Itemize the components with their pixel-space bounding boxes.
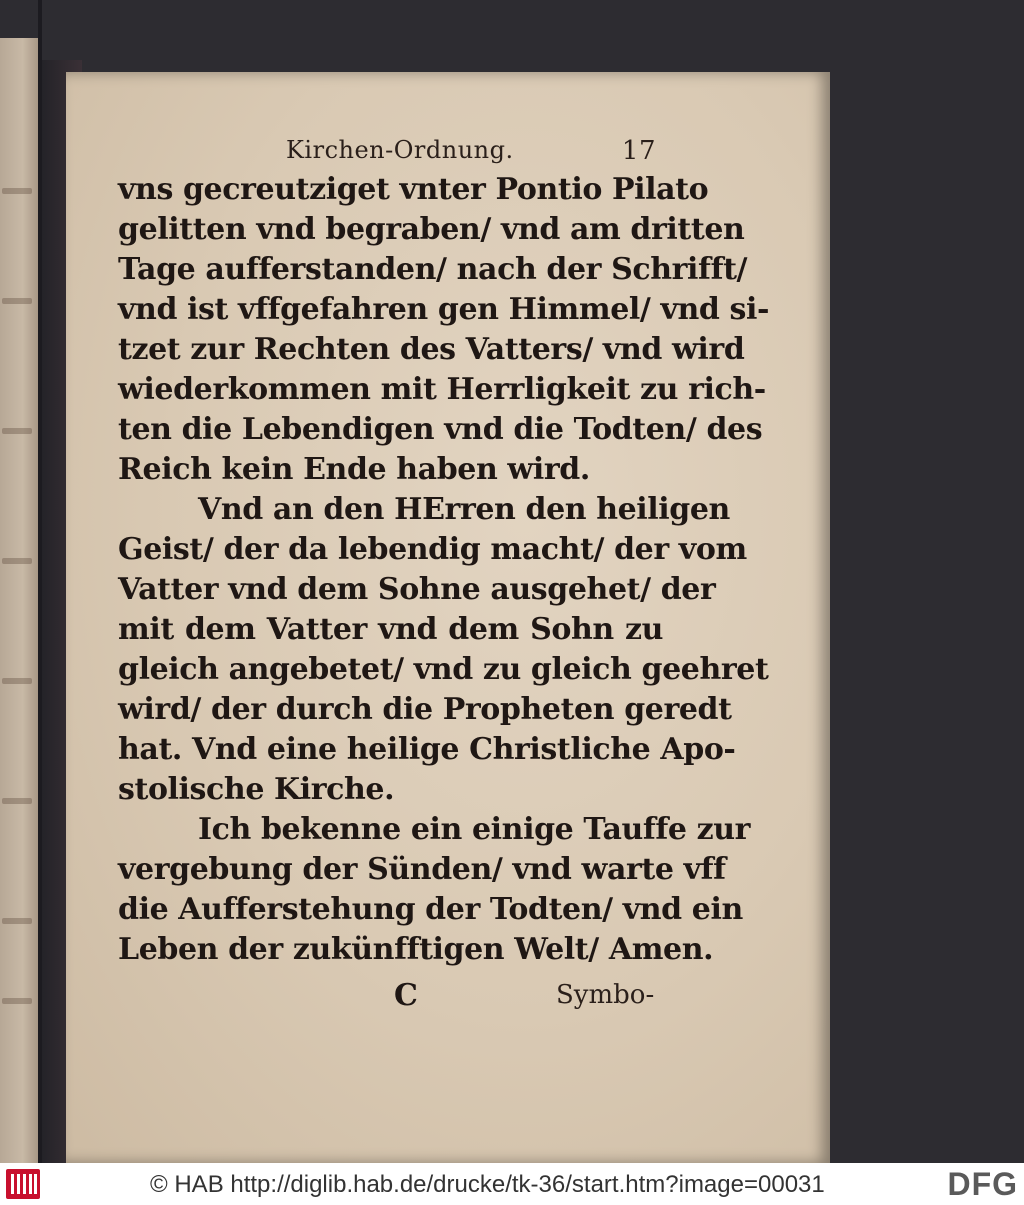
text-line: stolische Kirche. bbox=[118, 772, 395, 807]
text-line: die Aufferstehung der Todten/ vnd ein bbox=[118, 892, 743, 927]
text-line: Ich bekenne ein einige Tauffe zur bbox=[198, 812, 751, 847]
hab-logo-icon bbox=[6, 1169, 40, 1199]
text-line: Vatter vnd dem Sohne ausgehet/ der bbox=[118, 572, 716, 607]
dfg-logo: DFG bbox=[947, 1166, 1018, 1202]
text-line: gleich angebetet/ vnd zu gleich geehret bbox=[118, 652, 769, 687]
footer-bar bbox=[0, 1163, 1024, 1205]
copyright-link[interactable]: © HAB http://diglib.hab.de/drucke/tk-36/start.htm?image=00031 bbox=[150, 1171, 825, 1198]
signature-mark: C bbox=[394, 978, 418, 1013]
text-line: Geist/ der da lebendig macht/ der vom bbox=[118, 532, 747, 567]
text-line: vns gecreutziget vnter Pontio Pilato bbox=[118, 172, 709, 207]
text-line: Reich kein Ende haben wird. bbox=[118, 452, 590, 487]
text-line: mit dem Vatter vnd dem Sohn zu bbox=[118, 612, 663, 647]
text-line: wird/ der durch die Propheten geredt bbox=[118, 692, 732, 727]
text-line: ten die Lebendigen vnd die Todten/ des bbox=[118, 412, 763, 447]
running-head bbox=[286, 136, 656, 172]
text-line: wiederkommen mit Herrligkeit zu rich- bbox=[118, 372, 766, 407]
text-line: tzet zur Rechten des Vatters/ vnd wird bbox=[118, 332, 745, 367]
text-line: vnd ist vffgefahren gen Himmel/ vnd si- bbox=[118, 292, 770, 327]
text-line: gelitten vnd begraben/ vnd am dritten bbox=[118, 212, 745, 247]
text-line: hat. Vnd eine heilige Christliche Apo- bbox=[118, 732, 736, 767]
text-line: Leben der zukünfftigen Welt/ Amen. bbox=[118, 932, 714, 967]
catchword: Symbo- bbox=[556, 980, 655, 1010]
adjacent-page-edge bbox=[0, 38, 38, 1163]
text-line: Tage aufferstanden/ nach der Schrifft/ bbox=[118, 252, 748, 287]
text-line: vergebung der Sünden/ vnd warte vff bbox=[118, 852, 726, 887]
running-title: Kirchen-Ordnung. bbox=[286, 136, 514, 164]
page-number: 17 bbox=[621, 136, 656, 166]
text-line: Vnd an den HErren den heiligen bbox=[198, 492, 730, 527]
